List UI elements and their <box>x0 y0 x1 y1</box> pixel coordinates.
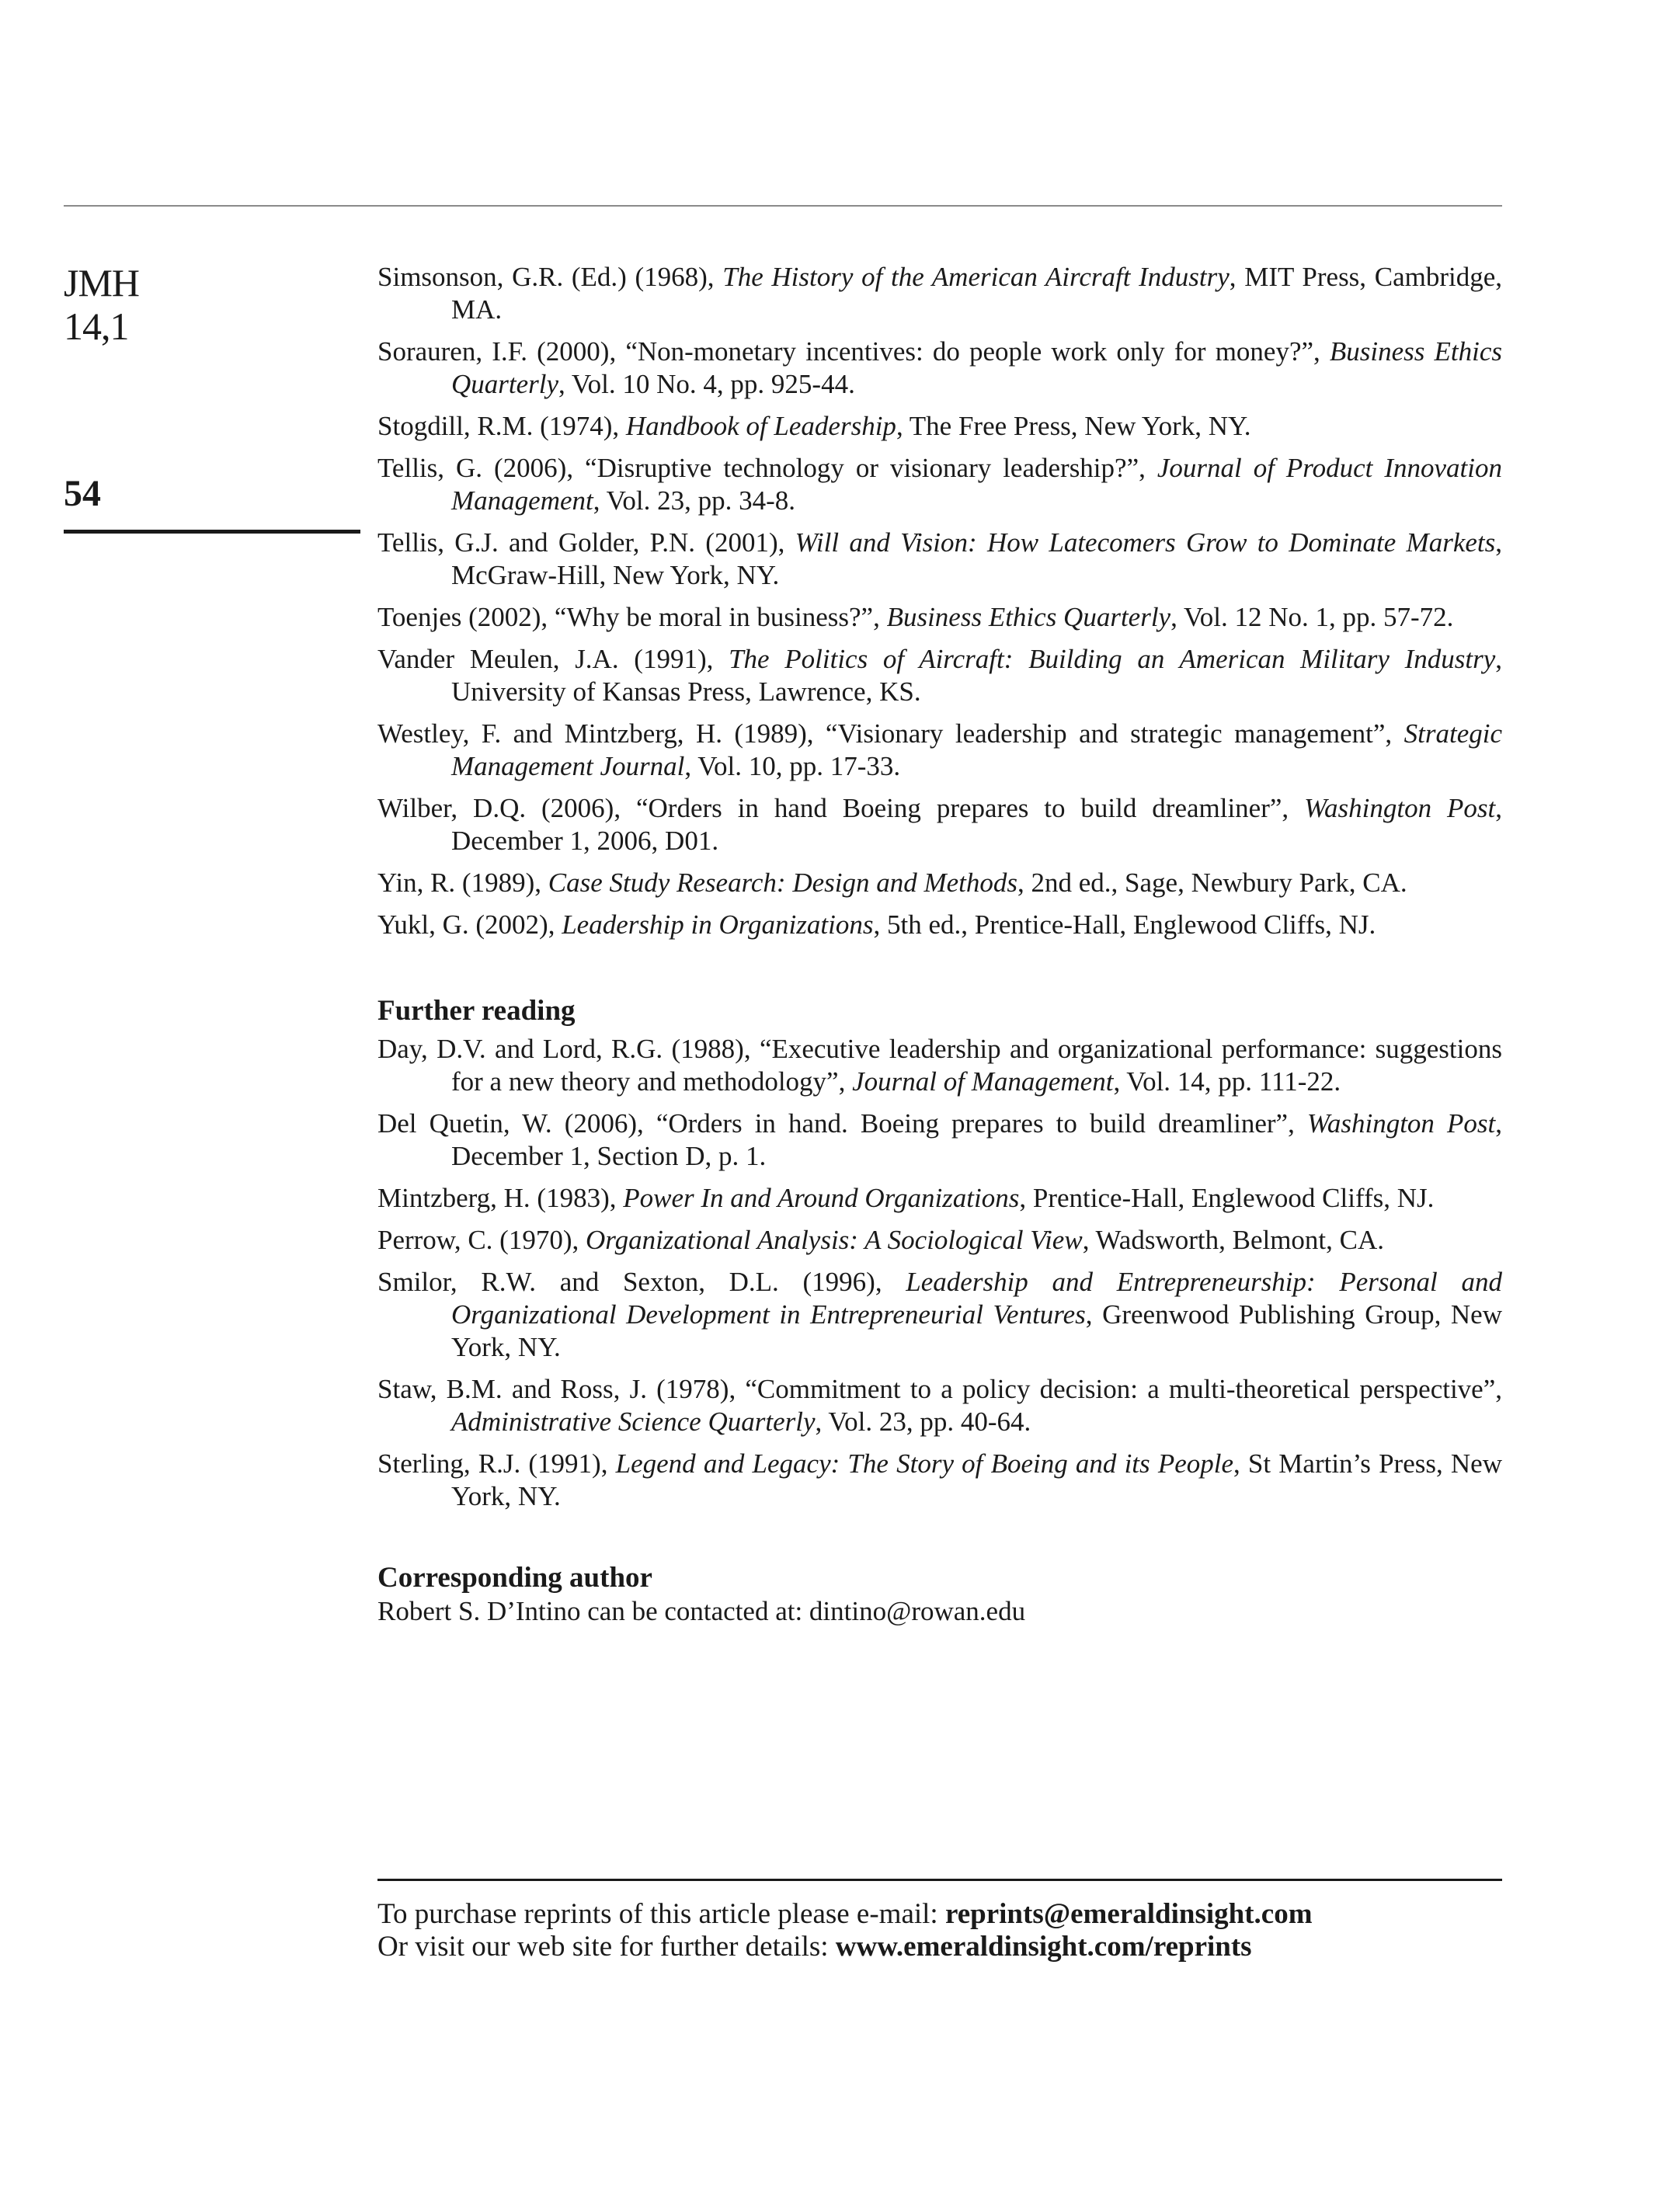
reference-details: , 5th ed., Prentice-Hall, Englewood Cliffs, NJ. <box>873 909 1376 940</box>
reference-title: The Politics of Aircraft: Building an American Military Industry <box>729 644 1496 674</box>
reference-list <box>377 261 1502 941</box>
reference-authors: Stogdill, R.M. (1974), <box>377 411 626 441</box>
reference-authors: Tellis, G. (2006), “Disruptive technology or visionary leadership?”, <box>377 453 1157 483</box>
reference-details: , 2nd ed., Sage, Newbury Park, CA. <box>1017 868 1407 898</box>
reference-entry <box>377 1448 1502 1513</box>
reference-title: Will and Vision: How Latecomers Grow to Dominate Markets <box>795 527 1496 558</box>
reference-entry <box>377 1033 1502 1098</box>
journal-info <box>64 261 139 348</box>
reference-details: , December 1, 2006, D01. <box>451 793 1502 856</box>
reference-details: , December 1, Section D, p. 1. <box>451 1108 1502 1171</box>
reference-title: Organizational Analysis: A Sociological View <box>585 1225 1083 1255</box>
reference-authors: Perrow, C. (1970), <box>377 1225 586 1255</box>
reference-entry <box>377 527 1502 592</box>
journal-issue: 14,1 <box>64 304 129 348</box>
footer-line-website <box>377 1931 1502 1963</box>
reference-entry <box>377 410 1502 443</box>
reference-details: , MIT Press, Cambridge, MA. <box>451 262 1502 325</box>
reference-title: Business Ethics Quarterly <box>886 602 1171 632</box>
reference-details: , Vol. 23, pp. 34-8. <box>593 485 795 516</box>
reference-title: Journal of Product Innovation Management <box>451 453 1502 516</box>
reference-title: Case Study Research: Design and Methods <box>548 868 1018 898</box>
reference-entry <box>377 643 1502 708</box>
journal-code: JMH <box>64 261 140 304</box>
footer-email-prefix: To purchase reprints of this article please e-mail: <box>377 1898 945 1930</box>
reference-authors: Yin, R. (1989), <box>377 868 548 898</box>
reference-authors: Staw, B.M. and Ross, J. (1978), “Commitment to a policy decision: a multi-theoretical perspective”, <box>377 1374 1502 1404</box>
reference-authors: Yukl, G. (2002), <box>377 909 562 940</box>
reference-details: , Vol. 10, pp. 17-33. <box>684 751 901 781</box>
reference-entry <box>377 792 1502 857</box>
reference-details: , Prentice-Hall, Englewood Cliffs, NJ. <box>1019 1183 1435 1213</box>
reprints-footer <box>377 1898 1502 1963</box>
reprints-email-link[interactable]: reprints@emeraldinsight.com <box>944 1898 1313 1930</box>
reference-details: , Vol. 10 No. 4, pp. 925-44. <box>558 369 855 399</box>
corresponding-author-heading: Corresponding author <box>377 1562 652 1594</box>
reference-entry <box>377 1373 1502 1438</box>
reference-entry <box>377 336 1502 401</box>
reference-details: , Vol. 12 No. 1, pp. 57-72. <box>1170 602 1454 632</box>
reference-title: Power In and Around Organizations <box>623 1183 1020 1213</box>
reference-authors: Sorauren, I.F. (2000), “Non-monetary incentives: do people work only for money?”, <box>377 336 1330 367</box>
reference-authors: Toenjes (2002), “Why be moral in business?”, <box>377 602 887 632</box>
footer-rule <box>377 1879 1502 1881</box>
header-rule <box>64 205 1502 207</box>
reference-title: Handbook of Leadership <box>625 411 896 441</box>
reference-authors: Smilor, R.W. and Sexton, D.L. (1996), <box>377 1267 906 1297</box>
main-content <box>377 261 1502 1628</box>
reference-authors: Vander Meulen, J.A. (1991), <box>377 644 729 674</box>
reference-entry <box>377 261 1502 326</box>
reference-title: Journal of Management <box>852 1066 1114 1097</box>
reference-title: Administrative Science Quarterly <box>451 1406 816 1437</box>
reference-entry <box>377 718 1502 783</box>
reference-entry <box>377 867 1502 899</box>
reprints-website-link[interactable]: www.emeraldinsight.com/reprints <box>835 1931 1252 1963</box>
reference-entry <box>377 601 1502 634</box>
page-number: 54 <box>64 473 101 514</box>
reference-title: Strategic Management Journal <box>451 718 1502 781</box>
reference-details: , Vol. 23, pp. 40-64. <box>815 1406 1031 1437</box>
reference-details: , The Free Press, New York, NY. <box>896 411 1251 441</box>
reference-details: , McGraw-Hill, New York, NY. <box>451 527 1502 590</box>
reference-entry <box>377 909 1502 941</box>
reference-title: The History of the American Aircraft Industry <box>722 262 1230 292</box>
reference-authors: Day, D.V. and Lord, R.G. (1988), “Executive leadership and organizational performance: suggestions for a new theory and methodology”, <box>377 1034 1502 1097</box>
reference-authors: Tellis, G.J. and Golder, P.N. (2001), <box>377 527 795 558</box>
reference-title: Business Ethics Quarterly <box>451 336 1502 399</box>
reference-authors: Mintzberg, H. (1983), <box>377 1183 624 1213</box>
reference-entry <box>377 1266 1502 1364</box>
reference-authors: Del Quetin, W. (2006), “Orders in hand. Boeing prepares to build dreamliner”, <box>377 1108 1307 1139</box>
reference-entry <box>377 452 1502 517</box>
reference-entry <box>377 1182 1502 1215</box>
reference-entry <box>377 1224 1502 1257</box>
further-reading-heading: Further reading <box>377 995 576 1027</box>
footer-line-email <box>377 1898 1502 1931</box>
footer-website-prefix: Or visit our web site for further details: <box>377 1931 836 1963</box>
reference-authors: Sterling, R.J. (1991), <box>377 1448 616 1479</box>
reference-entry <box>377 1107 1502 1173</box>
reference-details: , University of Kansas Press, Lawrence, KS. <box>451 644 1502 707</box>
corresponding-author-text: Robert S. D’Intino can be contacted at: dintino@rowan.edu <box>377 1596 1026 1626</box>
reference-details: , Vol. 14, pp. 111-22. <box>1113 1066 1341 1097</box>
reference-details: , Greenwood Publishing Group, New York, NY. <box>451 1299 1502 1362</box>
reference-title: Washington Post <box>1304 793 1496 823</box>
reference-title: Washington Post <box>1306 1108 1496 1139</box>
further-reading-list <box>377 1033 1502 1513</box>
page-number-rule <box>64 530 360 534</box>
reference-details: , St Martin’s Press, New York, NY. <box>451 1448 1502 1511</box>
reference-authors: Westley, F. and Mintzberg, H. (1989), “Visionary leadership and strategic management”, <box>377 718 1404 749</box>
reference-title: Leadership in Organizations <box>562 909 874 940</box>
reference-title: Legend and Legacy: The Story of Boeing and its People <box>615 1448 1233 1479</box>
reference-title: Leadership and Entrepreneurship: Personal and Organizational Development in Entrepreneurial Ventures <box>451 1267 1502 1330</box>
reference-details: , Wadsworth, Belmont, CA. <box>1082 1225 1385 1255</box>
reference-authors: Wilber, D.Q. (2006), “Orders in hand Boeing prepares to build dreamliner”, <box>377 793 1305 823</box>
reference-authors: Simsonson, G.R. (Ed.) (1968), <box>377 262 723 292</box>
